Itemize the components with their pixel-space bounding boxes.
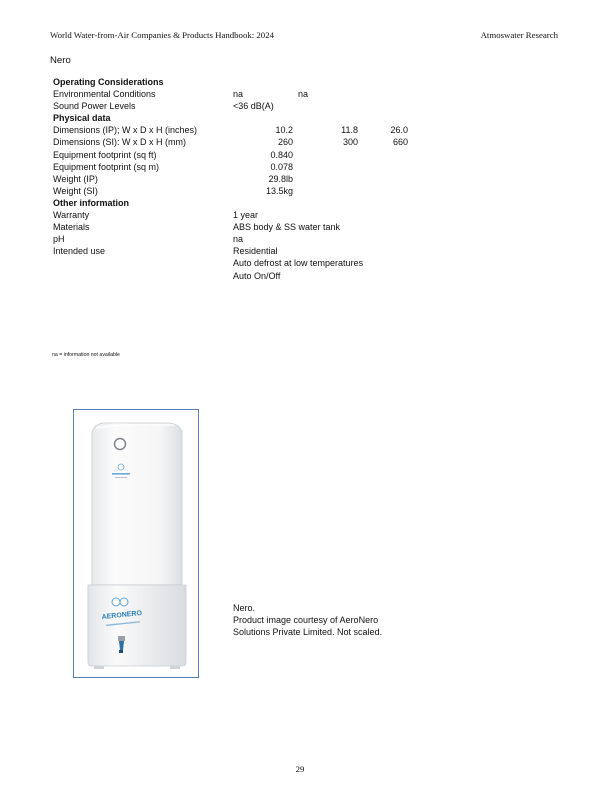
brand-logo-text: AERONERO xyxy=(101,609,143,622)
spec-row-weight-ip xyxy=(53,173,553,185)
spec-section-heading xyxy=(53,112,553,124)
spec-row-dimensions-si xyxy=(53,136,553,148)
spec-value: ABS body & SS water tank xyxy=(233,222,341,233)
spec-value-height: 26.0 xyxy=(390,125,408,136)
spec-value-width: 260 xyxy=(277,137,293,148)
spec-label: Intended use xyxy=(53,246,106,257)
caption-line: Solutions Private Limited. Not scaled. xyxy=(233,627,383,637)
power-button-icon xyxy=(115,439,126,450)
spec-label: pH xyxy=(53,234,65,245)
caption-line: Product image courtesy of AeroNero xyxy=(233,615,379,625)
spec-row-footprint-ft xyxy=(53,149,553,161)
spec-value: 13.5kg xyxy=(265,185,293,196)
spec-row-intended-use-cont xyxy=(53,257,553,269)
water-generator-illustration xyxy=(74,410,198,677)
spec-value: na xyxy=(233,234,244,245)
spec-label: Equipment footprint (sq m) xyxy=(53,161,160,172)
spec-value: <36 dB(A) xyxy=(233,101,274,112)
page-number: 29 xyxy=(295,764,305,774)
spec-row-footprint-m xyxy=(53,161,553,173)
spec-row-ph xyxy=(53,233,553,245)
spec-value: Residential xyxy=(233,246,278,257)
spec-label: Environmental Conditions xyxy=(53,89,156,100)
spec-label: Materials xyxy=(53,222,90,233)
footnote: na = information not available xyxy=(52,352,120,358)
spec-label: Equipment footprint (sq ft) xyxy=(53,149,157,160)
spec-label: Dimensions (SI): W x D x H (mm) xyxy=(53,137,187,148)
spec-value-depth: 300 xyxy=(342,137,358,148)
spec-value-width: 10.2 xyxy=(275,125,293,136)
spec-row-sound xyxy=(53,100,553,112)
spec-label: Weight (IP) xyxy=(53,173,98,184)
spec-row-environment xyxy=(53,88,553,100)
spec-section-heading xyxy=(53,76,553,88)
spec-value: Auto On/Off xyxy=(233,270,281,281)
spec-value: Auto defrost at low temperatures xyxy=(233,258,364,269)
spec-value: 0.078 xyxy=(270,161,293,172)
spec-table xyxy=(53,76,553,282)
product-title: Nero xyxy=(50,55,71,66)
spec-value: 29.8lb xyxy=(268,173,293,184)
spec-value-depth: 11.8 xyxy=(341,125,358,136)
section-heading-other: Other information xyxy=(53,197,129,208)
spec-value: 1 year xyxy=(233,210,259,221)
spec-value: na xyxy=(233,89,244,100)
spec-label: Dimensions (IP); W x D x H (inches) xyxy=(53,125,198,136)
spec-row-intended-use xyxy=(53,245,553,257)
running-header-publisher: Atmoswater Research xyxy=(480,30,558,40)
spec-label: Warranty xyxy=(53,210,90,221)
spec-value-height: 660 xyxy=(392,137,408,148)
figure-caption xyxy=(233,602,382,638)
spec-row-intended-use-cont xyxy=(53,270,553,282)
spec-row-dimensions-ip xyxy=(53,124,553,136)
spec-label: Sound Power Levels xyxy=(53,101,136,112)
spec-label: Weight (SI) xyxy=(53,185,98,196)
section-heading-operating: Operating Considerations xyxy=(53,77,164,87)
spec-row-warranty xyxy=(53,209,553,221)
spec-row-weight-si xyxy=(53,185,553,197)
spec-section-heading xyxy=(53,197,553,209)
spec-value: na xyxy=(298,89,309,100)
spec-row-materials xyxy=(53,221,553,233)
caption-line: Nero. xyxy=(233,603,256,613)
product-image xyxy=(73,409,199,678)
running-header-title: World Water-from-Air Companies & Products Handbook: 2024 xyxy=(50,30,274,40)
spec-value: 0.840 xyxy=(270,149,293,160)
section-heading-physical: Physical data xyxy=(53,113,111,124)
